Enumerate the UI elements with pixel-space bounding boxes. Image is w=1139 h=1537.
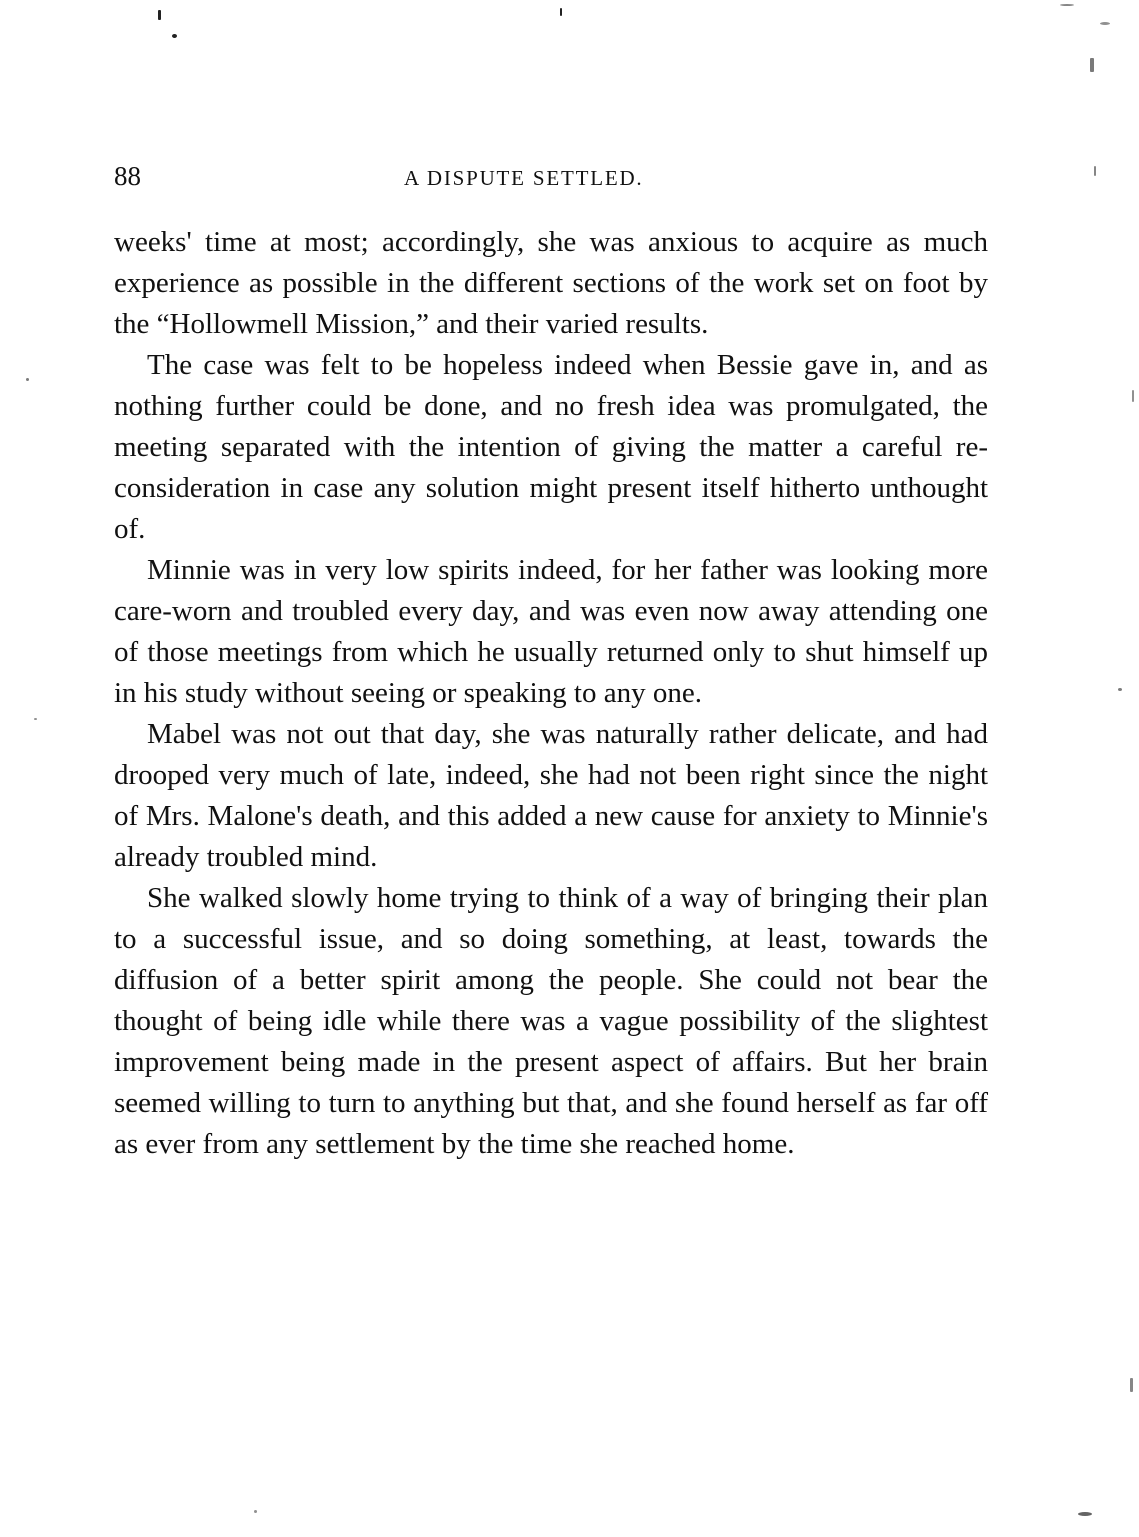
scan-speck [1090,58,1094,72]
scan-speck [1132,390,1134,402]
paragraph-1: weeks' time at most; accordingly, she was anxious to acquire as much experience as possible in the different sections of the work set on foot by the “Hollowmell Mission,” and their varied results. [114,226,988,340]
scan-speck [1118,688,1122,691]
scan-speck [172,34,177,38]
scan-speck [1060,4,1074,6]
scan-speck [1130,1378,1133,1392]
scan-speck [560,8,562,16]
page-number: 88 [114,161,141,191]
paragraph-4: Mabel was not out that day, she was naturally rather delicate, and had drooped very much of late, indeed, she had not been right since the night of Mrs. Malone's death, and this added a new cause for anxiety to Minnie's already troubled mind. [114,718,988,873]
body-text [114,222,988,1165]
paragraph-2: The case was felt to be hopeless indeed when Bessie gave in, and as nothing further could be done, and no fresh idea was promulgated, the meeting separated with the intention of giving the matter a careful re-consideration in case any solution might present itself hitherto unthought of. [114,349,988,545]
scan-speck [1078,1512,1092,1516]
running-title: A DISPUTE SETTLED. [404,166,644,190]
paragraph-3: Minnie was in very low spirits indeed, for her father was looking more care-worn and troubled every day, and was even now away attending one of those meetings from which he usually returned only to shut himself up in his study without seeing or speaking to any one. [114,554,988,709]
page-header [114,160,988,192]
scan-speck [158,10,161,20]
scan-speck [1100,22,1110,25]
scan-speck [1094,166,1096,176]
scan-speck [34,718,37,720]
scan-speck [26,378,29,381]
scan-speck [254,1510,257,1513]
paragraph-5: She walked slowly home trying to think of a way of bringing their plan to a successful issue, and so doing something, at least, towards the diffusion of a better spirit among the people. She could not bear the thought of being idle while there was a vague possibility of the slightest improvement being made in the present aspect of affairs. But her brain seemed willing to turn to anything but that, and she found herself as far off as ever from any settlement by the time she reached home. [114,882,988,1160]
